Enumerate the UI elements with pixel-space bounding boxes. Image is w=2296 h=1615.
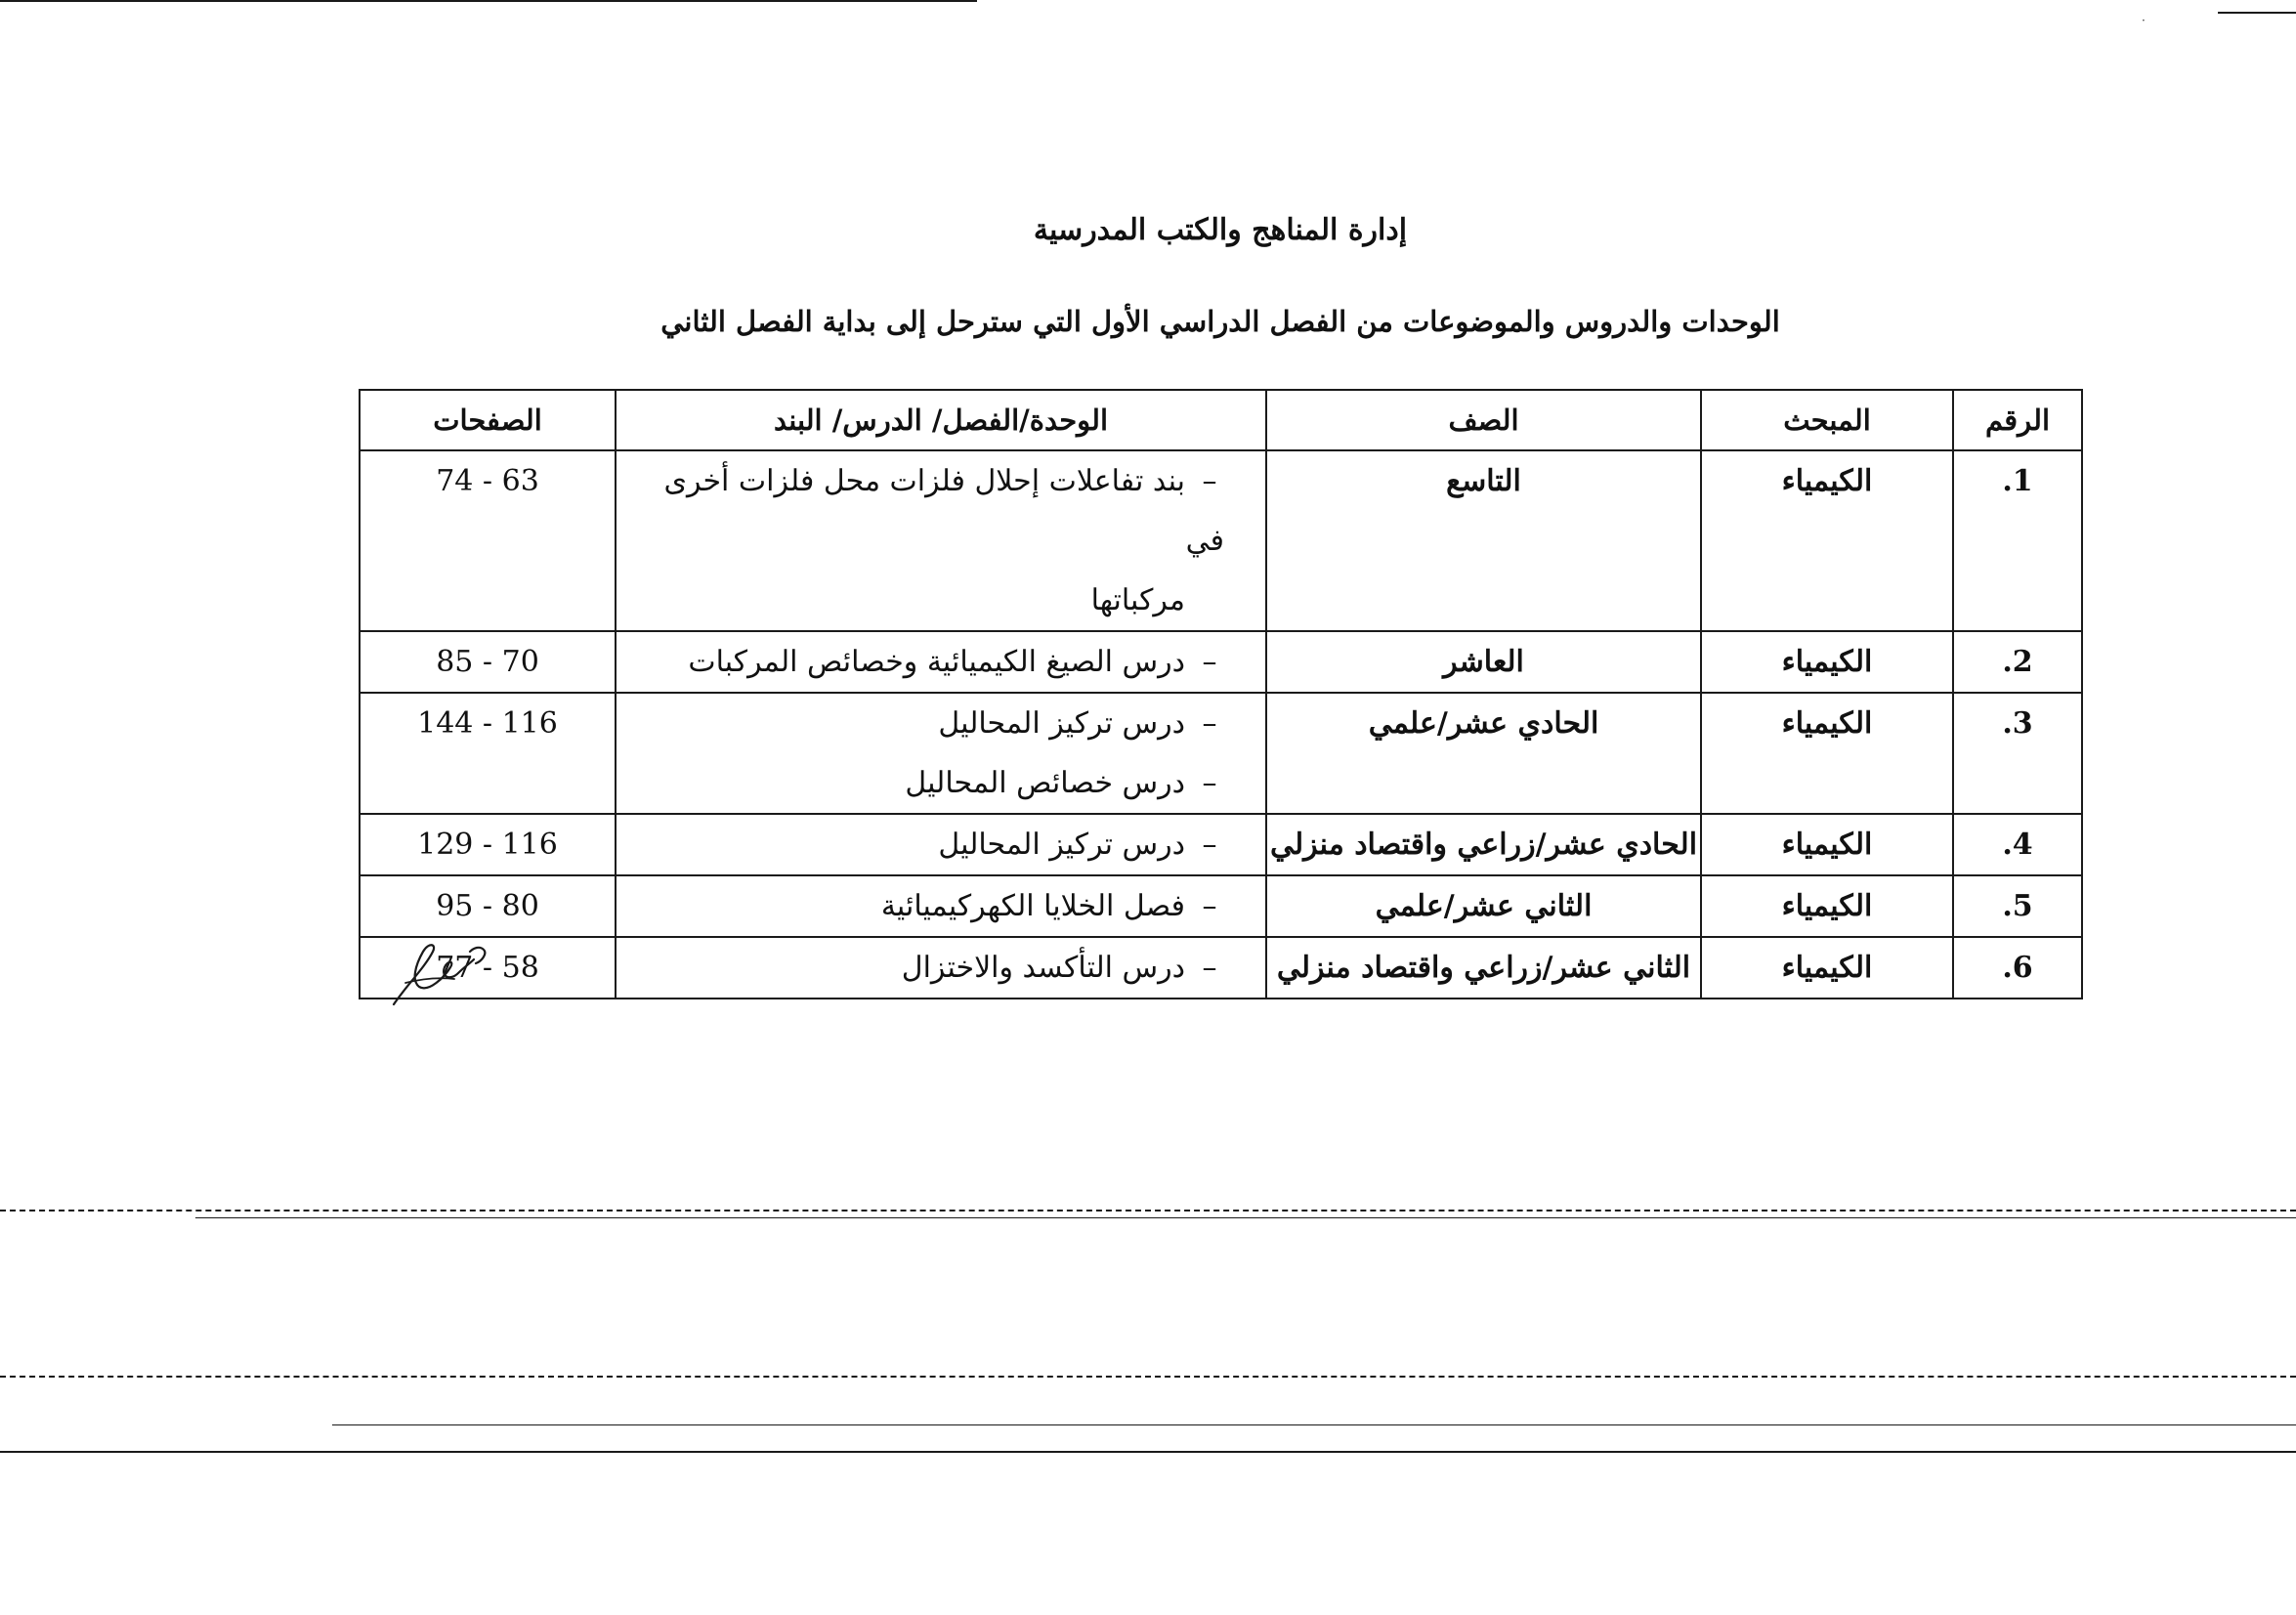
document-title: الوحدات والدروس والموضوعات من الفصل الدراسي الأول التي سترحل إلى بداية الفصل الثاني (660, 305, 1780, 338)
unit-line (617, 694, 1224, 753)
row-pages: 95 - 80 (360, 875, 616, 937)
scan-line-middle-2 (195, 1217, 2296, 1218)
scan-edge-top-right (2218, 12, 2296, 14)
table-row (360, 631, 2082, 693)
unit-text-continuation: مركباتها (1090, 583, 1185, 617)
row-subject: الكيمياء (1701, 814, 1953, 875)
column-header-grade: الصف (1266, 390, 1701, 450)
row-number: 5. (1953, 875, 2082, 937)
row-unit (616, 875, 1266, 937)
dash-marker: – (1202, 464, 1217, 498)
unit-text: درس خصائص المحاليل (905, 766, 1185, 800)
row-subject: الكيمياء (1701, 937, 1953, 999)
scan-line-middle (0, 1210, 2296, 1211)
unit-text: درس التأكسد والاختزال (901, 951, 1185, 985)
unit-line (617, 632, 1224, 692)
row-grade: العاشر (1266, 631, 1701, 693)
unit-line (617, 753, 1224, 813)
dash-marker: – (1202, 828, 1217, 862)
row-number: 4. (1953, 814, 2082, 875)
unit-text: بند تفاعلات إحلال فلزات محل فلزات أخرى في (663, 464, 1224, 558)
row-unit (616, 631, 1266, 693)
dash-marker: – (1202, 951, 1217, 985)
scan-line-lower-3 (0, 1451, 2296, 1453)
row-grade: الحادي عشر/زراعي واقتصاد منزلي (1266, 814, 1701, 875)
unit-line (617, 451, 1224, 571)
row-number: 6. (1953, 937, 2082, 999)
scan-line-lower-1 (0, 1376, 2296, 1378)
table-row (360, 875, 2082, 937)
row-pages: 74 - 63 (360, 450, 616, 631)
table-row (360, 693, 2082, 814)
table-row (360, 450, 2082, 631)
table-row (360, 814, 2082, 875)
row-unit (616, 693, 1266, 814)
row-pages: 85 - 70 (360, 631, 616, 693)
table-header-row (360, 390, 2082, 450)
row-grade: التاسع (1266, 450, 1701, 631)
scan-speck: · (2142, 14, 2146, 27)
row-pages: 144 - 116 (360, 693, 616, 814)
row-unit (616, 937, 1266, 999)
unit-text: درس تركيز المحاليل (938, 828, 1185, 862)
department-title: إدارة المناهج والكتب المدرسية (1033, 213, 1408, 247)
row-number: 3. (1953, 693, 2082, 814)
column-header-pages: الصفحات (360, 390, 616, 450)
signature-icon (386, 938, 498, 1011)
unit-line (617, 876, 1224, 936)
unit-text: درس تركيز المحاليل (938, 706, 1185, 741)
dash-marker: – (1202, 706, 1217, 741)
row-subject: الكيمياء (1701, 450, 1953, 631)
dash-marker: – (1202, 645, 1217, 679)
column-header-number: الرقم (1953, 390, 2082, 450)
row-grade: الثاني عشر/علمي (1266, 875, 1701, 937)
unit-text: درس الصيغ الكيميائية وخصائص المركبات (688, 645, 1185, 679)
unit-text: فصل الخلايا الكهركيميائية (880, 889, 1185, 923)
column-header-subject: المبحث (1701, 390, 1953, 450)
row-subject: الكيمياء (1701, 875, 1953, 937)
row-unit (616, 814, 1266, 875)
dash-marker: – (1202, 889, 1217, 923)
scan-edge-top (0, 0, 977, 2)
unit-line-continuation (617, 571, 1224, 630)
row-number: 1. (1953, 450, 2082, 631)
unit-line (617, 938, 1224, 998)
scan-line-lower-2 (332, 1424, 2296, 1425)
row-grade: الثاني عشر/زراعي واقتصاد منزلي (1266, 937, 1701, 999)
row-grade: الحادي عشر/علمي (1266, 693, 1701, 814)
row-subject: الكيمياء (1701, 693, 1953, 814)
row-unit (616, 450, 1266, 631)
units-table (359, 389, 2083, 999)
dash-marker: – (1202, 766, 1217, 800)
row-pages: 129 - 116 (360, 814, 616, 875)
row-pages: 77 - 58 (360, 937, 616, 999)
column-header-unit: الوحدة/الفصل/ الدرس/ البند (616, 390, 1266, 450)
row-number: 2. (1953, 631, 2082, 693)
unit-line (617, 815, 1224, 874)
row-subject: الكيمياء (1701, 631, 1953, 693)
table-row (360, 937, 2082, 999)
